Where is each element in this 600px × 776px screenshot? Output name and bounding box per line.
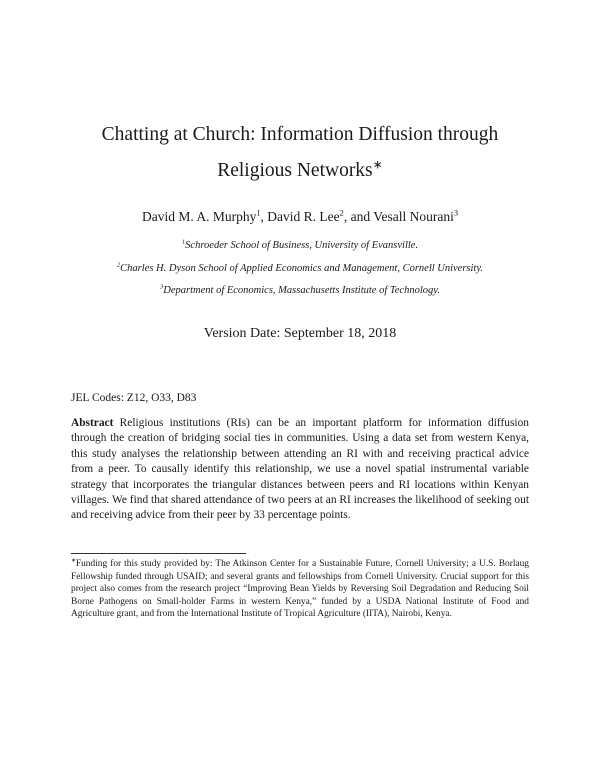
affiliation-1: $^1$Schroeder School of Business, University of Evansville. bbox=[181, 238, 419, 251]
affiliation-3: $^3$Department of Economics, Massachusetts Institute of Technology. bbox=[160, 283, 440, 296]
affiliation-2: $^2$Charles H. Dyson School of Applied Economics and Management, Cornell University. bbox=[116, 261, 484, 274]
abstract-label: Abstract bbox=[71, 417, 114, 429]
footnote-text: Funding for this study provided by: The Atkinson Center for a Sustainable Future, Cornell University; a U.S. Borlaug Fellowship funded through USAID; and several grants and fellowships from Cornell University. Crucial support for this project also comes from the research project “Improving Bean Yields by Reversing Soil Degradation and Reducing Soil Borne Pathogens on Small-holder Farms in western Kenya,” funded by a USDA National Institute of Food and Agriculture grant, and from the International Institute of Tropical Agriculture (IITA), Nairobi, Kenya. bbox=[71, 559, 529, 620]
author-affiliation-mark: 1 bbox=[256, 208, 261, 218]
version-date: Version Date: September 18, 2018 bbox=[203, 326, 397, 341]
jel-codes: JEL Codes: Z12, O33, D83 bbox=[71, 392, 197, 404]
footnote bbox=[71, 558, 529, 621]
title-footnote-marker: ∗ bbox=[372, 157, 383, 172]
abstract bbox=[71, 416, 529, 524]
abstract-text: Religious institutions (RIs) can be an important platform for information diffusion through the creation of bridging social ties in communities. Using a data set from western Kenya, this study analyses the relationship between attending an RI with and receiving practical advice from a peer. To causally identify this relationship, we use a novel spatial instrumental variable strategy that incorporates the triangular distances between peers and RI locations within Kenyan villages. We find that shared attendance of two peers at an RI increases the likelihood of seeking out and receiving advice from their peer by 33 percentage points. bbox=[71, 417, 529, 522]
author-name: David M. A. Murphy bbox=[141, 209, 257, 224]
author-list: David M. A. Murphy$^1$, David R. Lee$^2$, and Vesall Nourani$^3$ bbox=[141, 208, 459, 224]
footnote-divider bbox=[71, 553, 246, 554]
paper-title-line-2: Religious Networks∗ bbox=[217, 157, 383, 181]
author-name: David R. Lee bbox=[267, 209, 340, 224]
paper-title-line-1: Chatting at Church: Information Diffusion through bbox=[101, 124, 499, 145]
author-affiliation-mark: 3 bbox=[453, 208, 459, 218]
footnote-marker: ∗ bbox=[71, 557, 76, 564]
author-affiliation-mark: 2 bbox=[339, 208, 344, 218]
author-name: Vesall Nourani bbox=[373, 209, 454, 224]
